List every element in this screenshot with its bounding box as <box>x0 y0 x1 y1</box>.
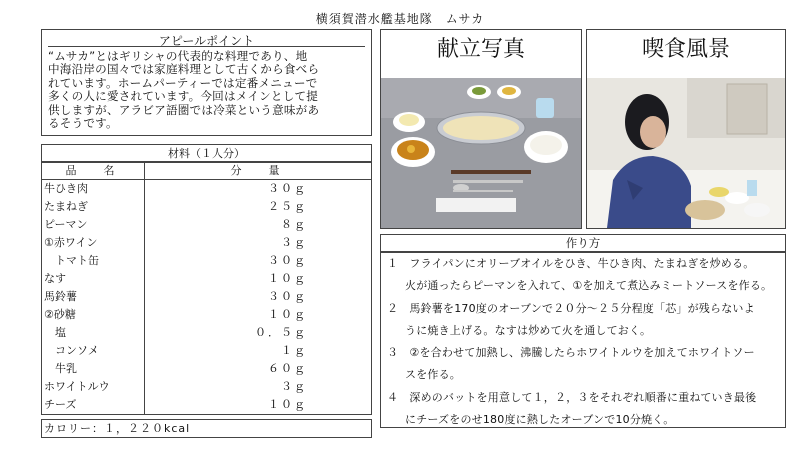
table-row <box>42 180 372 199</box>
table-row <box>42 396 372 415</box>
dining-photo-panel <box>586 29 786 229</box>
ingredient-name: 牛乳 <box>42 360 145 378</box>
ingredient-name: ①赤ワイン <box>42 234 145 252</box>
table-row <box>42 360 372 378</box>
calorie-total: カロリー：１，２２０kcal <box>41 419 372 438</box>
procedure-line: ３ ②を合わせて加熱し、沸騰したらホワイトルウを加えてホワイトソー <box>387 346 755 360</box>
table-row <box>42 288 372 306</box>
table-row <box>42 234 372 252</box>
ingredient-name: コンソメ <box>42 342 145 360</box>
ingredient-amount: ３０ｇ <box>145 288 372 306</box>
appeal-point-heading: アピールポイント <box>158 34 255 48</box>
table-row <box>42 324 372 342</box>
menu-photo-panel <box>380 29 582 229</box>
ingredient-amount: ３０ｇ <box>145 180 372 199</box>
col-amount-header: 分 量 <box>145 163 372 180</box>
table-row <box>42 270 372 288</box>
procedure-box <box>380 252 786 428</box>
ingredient-name: たまねぎ <box>42 198 145 216</box>
procedure-line: ２ 馬鈴薯を170度のオーブンで２０分～２５分程度「芯」が残らないよ <box>387 301 755 315</box>
dining-photo <box>587 70 785 228</box>
col-name-header: 品 名 <box>42 163 145 180</box>
ingredient-name: チーズ <box>42 396 145 415</box>
procedure-line: １ フライパンにオリーブオイルをひき、牛ひき肉、たまねぎを炒める。 <box>387 257 755 270</box>
appeal-point-box <box>41 29 372 136</box>
table-row <box>42 342 372 360</box>
appeal-line: れています。ホームパーティーでは定番メニューで <box>48 75 318 90</box>
ingredient-name: ピーマン <box>42 216 145 234</box>
ingredient-name: トマト缶 <box>42 252 145 270</box>
ingredient-amount: １０ｇ <box>145 270 372 288</box>
ingredient-amount: １０ｇ <box>145 306 372 324</box>
ingredient-name: ホワイトルウ <box>42 378 145 396</box>
ingredient-name: ②砂糖 <box>42 306 145 324</box>
ingredient-amount: ０．５ｇ <box>145 324 372 342</box>
procedure-line: にチーズをのせ180度に熱したオーブンで10分焼く。 <box>405 413 675 427</box>
table-row <box>42 378 372 396</box>
procedure-line: うに焼き上げる。なすは炒めて火を通しておく。 <box>405 323 652 337</box>
table-row <box>42 306 372 324</box>
appeal-point-text <box>48 46 365 130</box>
appeal-line: “ムサカ”とはギリシャの代表的な料理であり、地 <box>48 49 308 63</box>
ingredient-name: 塩 <box>42 324 145 342</box>
dining-photo-heading: 喫食風景 <box>641 37 730 62</box>
ingredient-name: 馬鈴薯 <box>42 288 145 306</box>
appeal-line: 中海沿岸の国々では家庭料理として古くから食べら <box>48 62 320 77</box>
procedure-heading: 作り方 <box>380 234 786 252</box>
ingredient-amount: ８ｇ <box>145 216 372 234</box>
menu-photo <box>381 70 581 228</box>
ingredient-amount: ３０ｇ <box>145 252 372 270</box>
materials-header-row <box>42 163 372 180</box>
ingredient-amount: １０ｇ <box>145 396 372 415</box>
ingredient-amount: １ｇ <box>145 342 372 360</box>
ingredient-name: 牛ひき肉 <box>42 180 145 199</box>
ingredient-amount: ３ｇ <box>145 234 372 252</box>
page-title: 横須賀潜水艦基地隊 ムサカ <box>315 12 485 26</box>
menu-photo-heading: 献立写真 <box>436 37 525 62</box>
ingredient-name: なす <box>42 270 145 288</box>
table-row <box>42 252 372 270</box>
appeal-line: るそうです。 <box>48 116 118 131</box>
procedure-line: スを作る。 <box>405 368 461 382</box>
materials-heading: 材料（１人分） <box>41 144 372 162</box>
appeal-line: 供しますが、アラビア語圏では冷菜という意味があ <box>48 102 320 117</box>
ingredient-amount: ３ｇ <box>145 378 372 396</box>
appeal-line: 多くの人に愛されています。今回はメインとして提 <box>48 89 319 104</box>
procedure-line: ４ 深めのバットを用意して１，２，３をそれぞれ順番に重ねていき最後 <box>387 390 757 404</box>
table-row <box>42 198 372 216</box>
materials-table <box>41 162 372 415</box>
ingredient-amount: ２５ｇ <box>145 198 372 216</box>
table-row <box>42 216 372 234</box>
procedure-line: 火が通ったらピーマンを入れて、①を加えて煮込みミートソースを作る。 <box>405 279 773 293</box>
ingredient-amount: ６０ｇ <box>145 360 372 378</box>
